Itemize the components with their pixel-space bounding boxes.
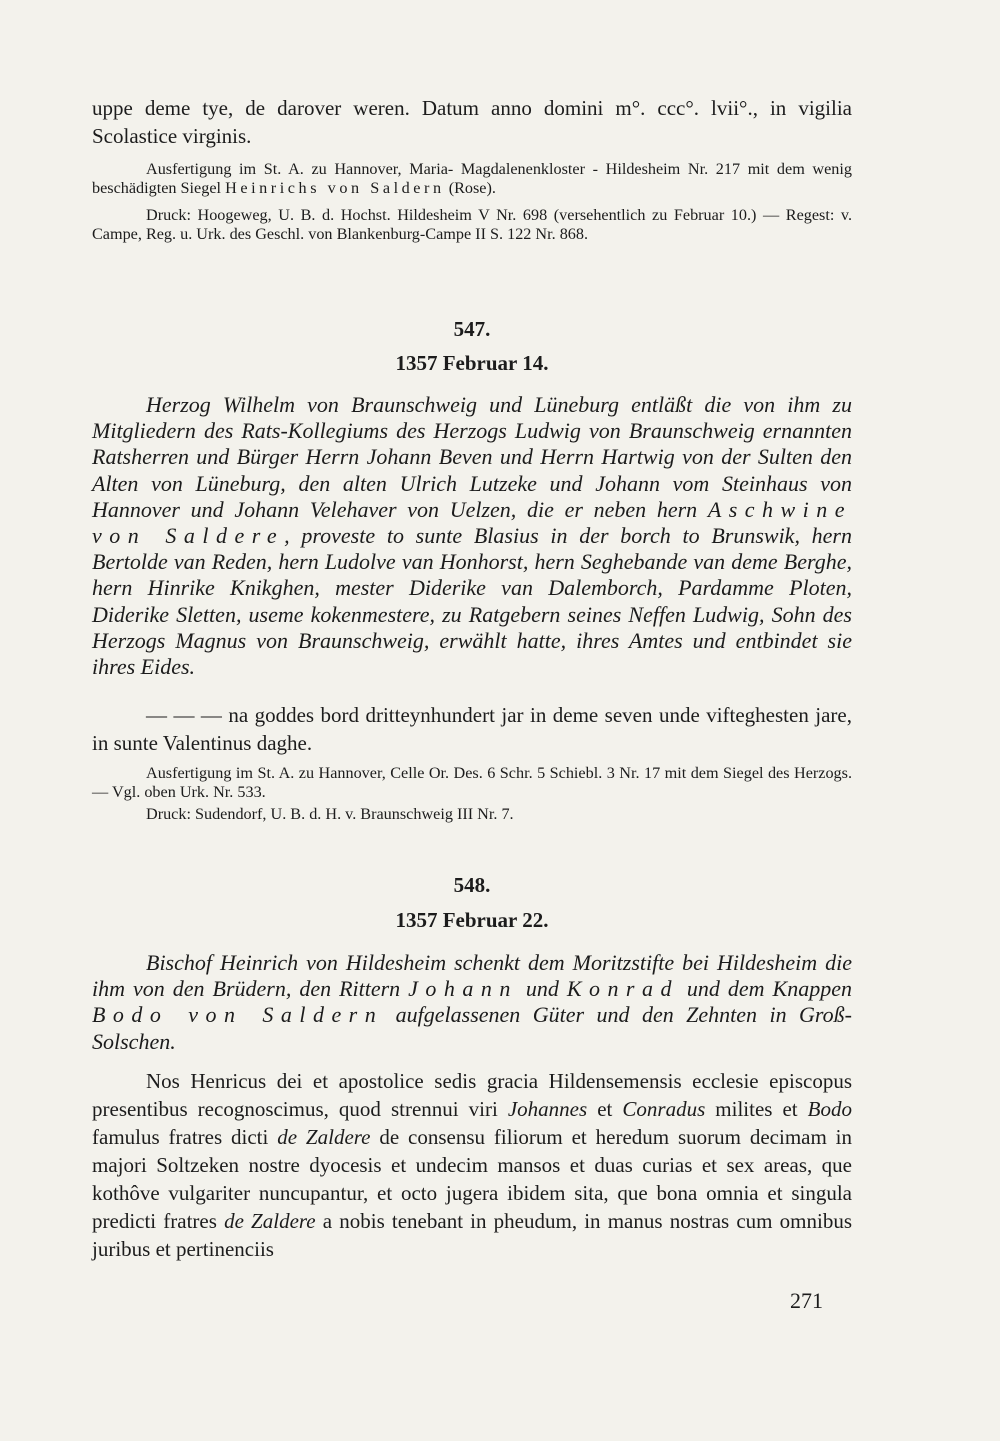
page-number: 271 [790,1288,823,1313]
regest-547 [92,392,852,680]
regest-text: Bischof Heinrich von Hildesheim schenkt dem Moritzstifte bei Hildesheim die ihm von den Brüdern, den Rittern [92,950,852,1002]
latin-text: famulus fratres dicti [92,1125,278,1149]
note-text: Ausfertigung im St. A. zu Hannover, Maria- Magdalenenkloster - Hildesheim Nr. 217 mit dem wenig beschädigten Siegel [92,160,852,197]
document-date-547: 1357 Februar 14. [395,351,549,375]
latin-name: Bodo [807,1097,852,1121]
regest-text: und dem Knappen [678,976,852,1002]
regest-548 [92,950,852,1055]
regest-text: , proveste to sunte Blasius in der borch to Brunswik, hern Bertolde van Reden, hern Ludolve van Honhorst, hern Seghebande van deme Berghe, hern Hinrike Knikghen, mester Diderike van Dalemborch, Pardamme Ploten, Diderike Sletten, useme kokenmestere, zu Ratgebern seines Neffen Ludwig, Sohn des Herzogs Magnus von Braunschweig, erwählt hatte, ihres Amtes und entbindet sie ihres Eides. [92,523,852,680]
latin-name: Conradus [622,1097,706,1121]
spaced-name: Konrad [566,976,679,1002]
document-number-547: 547. [453,317,491,341]
continuation-note-2: Druck: Hoogeweg, U. B. d. Hochst. Hildesheim V Nr. 698 (versehentlich zu Februar 10.) — Regest: v. Campe, Reg. u. Urk. des Geschl. von Blankenburg-Campe II S. 122 Nr. 868. [92,206,852,243]
note-text: (Rose). [444,179,496,197]
spaced-name: Heinrichs von Saldern [225,179,445,197]
document-number-548: 548. [453,873,491,897]
latin-text: de consensu filiorum et heredum suorum decimam in majori Soltzeken nostre dyocesis et undecim mansos et duas curias et sex areas, que kothôve vulgariter nuncupantur, et octo jugera ibidem sita, que bona omnia et singula predicti fratres [92,1125,853,1233]
latin-name: de Zaldere [277,1125,371,1149]
regest-text: aufgelassenen Güter und den Zehnten in Groß-Solschen. [92,1002,852,1054]
spaced-name: Aschwine von Saldere [92,496,852,549]
note-547-2: Druck: Sudendorf, U. B. d. H. v. Braunschweig III Nr. 7. [146,805,514,823]
latin-text: a nobis tenebant in pheudum, in manus nostras cum omnibus juribus et pertinenciis [92,1209,852,1261]
latin-text: Nos Henricus dei et apostolice sedis gracia Hildensemensis ecclesie episcopus presentibus recognoscimus, quod strennui viri [92,1069,852,1121]
document-date-548: 1357 Februar 22. [395,908,549,932]
spaced-name: Bodo von Saldern [92,1002,384,1028]
latin-text: milites et [705,1097,808,1121]
regest-text: und [517,976,567,1002]
text-547: — — — na goddes bord dritteynhundert jar in deme seven unde vifteghesten jare, in sunte Valentinus daghe. [92,703,852,755]
regest-text: Herzog Wilhelm von Braunschweig und Lüneburg entläßt die von ihm zu Mitgliedern des Rats-Kollegiums des Herzogs Ludwig von Braunschweig ernannten Ratsherren und Bürger Herrn Johann Beven und Herrn Hartwig von der Sulten den Alten von Lüneburg, den alten Ulrich Lutzeke und Johann vom Steinhaus von Hannover und Johann Velehaver von Uelzen, die er neben hern [92,392,852,522]
latin-text: et [587,1097,623,1121]
note-547-1: Ausfertigung im St. A. zu Hannover, Celle Or. Des. 6 Schr. 5 Schiebl. 3 Nr. 17 mit dem Siegel des Herzogs. — Vgl. oben Urk. Nr. 533. [92,764,852,801]
continuation-note-1 [92,160,852,198]
continuation-text: uppe deme tye, de darover weren. Datum anno domini m°. ccc°. lvii°., in vigilia Scolastice virginis. [92,96,852,148]
latin-name: Johannes [507,1097,588,1121]
text-548 [92,1067,852,1263]
latin-name: de Zaldere [224,1209,316,1233]
spaced-name: Johann [408,976,518,1002]
